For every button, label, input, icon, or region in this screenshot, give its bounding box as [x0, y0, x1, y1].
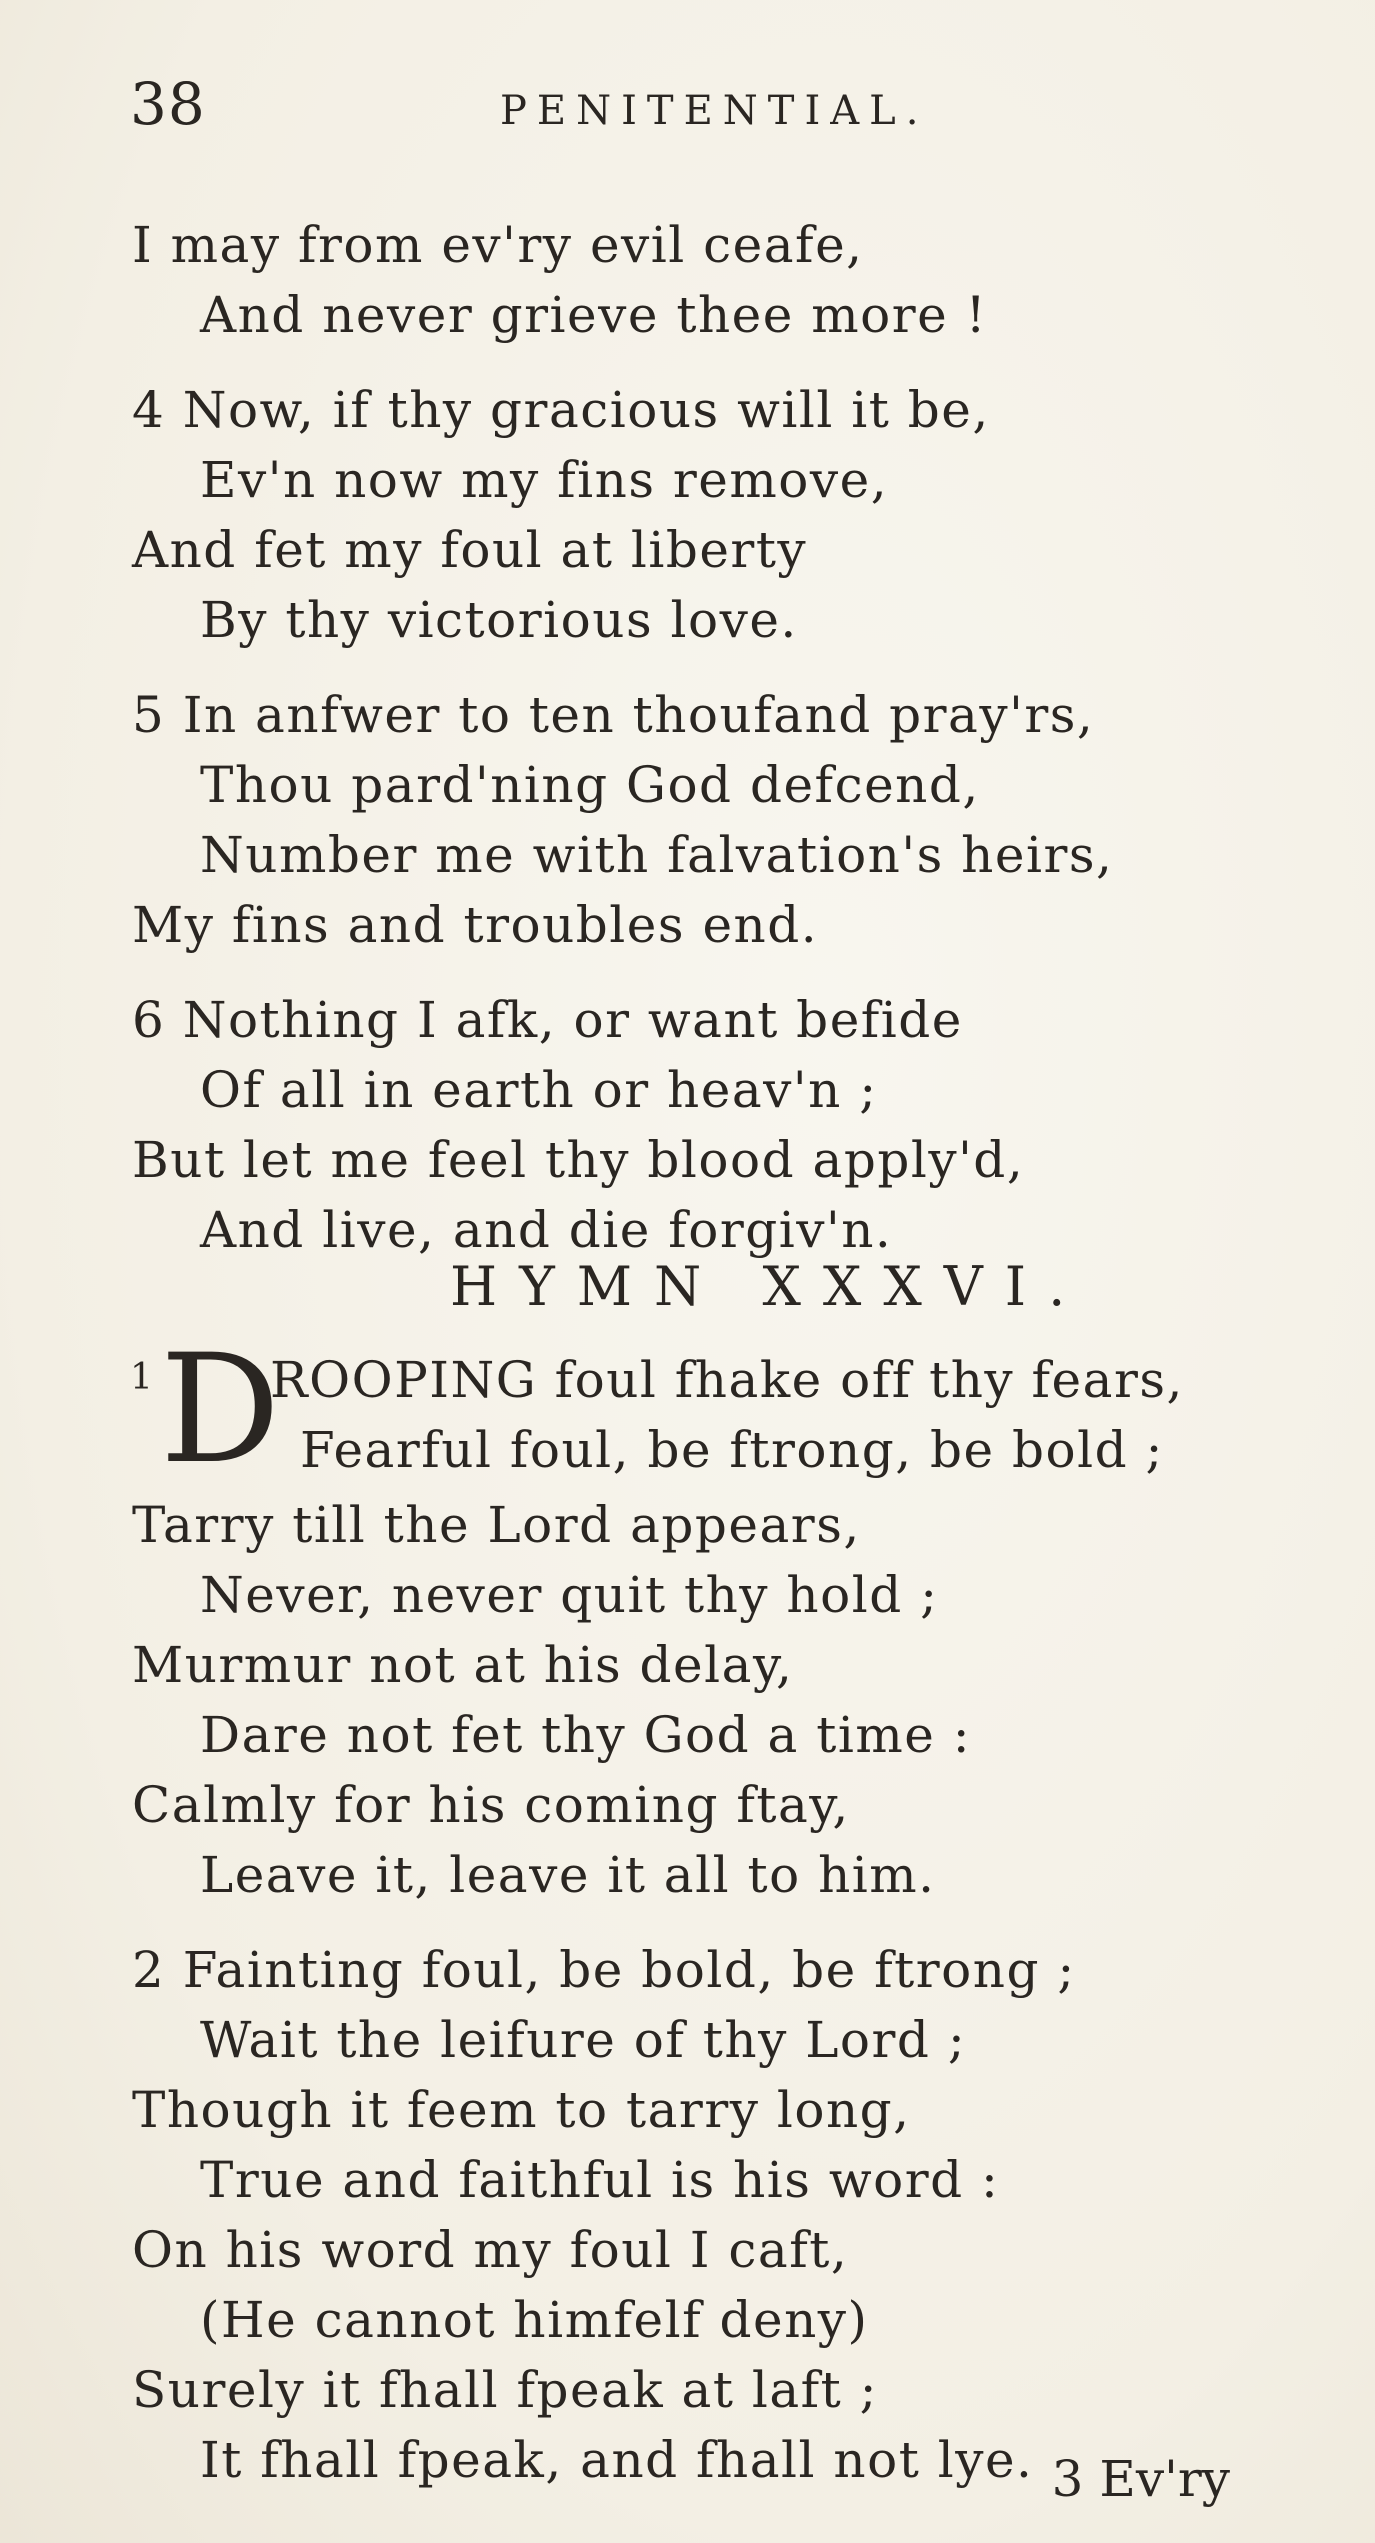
verse-line: True and faithful is his word :: [200, 2151, 1000, 2209]
verse-line: Dare not fet thy God a time :: [200, 1706, 972, 1764]
verse-line: And never grieve thee more !: [200, 286, 988, 344]
verse-line: 2 Fainting foul, be bold, be ftrong ;: [132, 1941, 1076, 1999]
verse-line: On his word my foul I caft,: [132, 2221, 849, 2279]
verse-line: I may from ev'ry evil ceafe,: [132, 216, 864, 274]
verse-line: Thou pard'ning God defcend,: [200, 756, 980, 814]
verse-line: And live, and die forgiv'n.: [200, 1201, 893, 1259]
verse-line: 4 Now, if thy gracious will it be,: [132, 381, 990, 439]
verse-line: Leave it, leave it all to him.: [200, 1846, 936, 1904]
verse-line: It fhall fpeak, and fhall not lye.: [200, 2431, 1034, 2489]
verse-line: Tarry till the Lord appears,: [132, 1496, 861, 1554]
verse-line: Surely it fhall fpeak at laft ;: [132, 2361, 878, 2419]
verse-line: ROOPING foul fhake off thy fears,: [270, 1351, 1184, 1409]
verse-line: Calmly for his coming ftay,: [132, 1776, 850, 1834]
verse-line: My fins and troubles end.: [132, 896, 819, 954]
verse-line: (He cannot himfelf deny): [200, 2291, 869, 2349]
verse-line: Ev'n now my fins remove,: [200, 451, 889, 509]
verse-line: Though it feem to tarry long,: [132, 2081, 911, 2139]
page-header: [130, 70, 1130, 150]
verse-line: Number me with falvation's heirs,: [200, 826, 1114, 884]
verse-line: 5 In anfwer to ten thoufand pray'rs,: [132, 686, 1095, 744]
hymn-title: HYMN XXXVI.: [450, 1255, 1088, 1318]
verse-line: 6 Nothing I afk, or want befide: [132, 991, 963, 1049]
verse-line: Never, never quit thy hold ;: [200, 1566, 939, 1624]
verse-line: And fet my foul at liberty: [132, 521, 808, 579]
verse-line: Wait the leifure of thy Lord ;: [200, 2011, 967, 2069]
stanza-number: 1: [130, 1357, 155, 1398]
verse-line: But let me feel thy blood apply'd,: [132, 1131, 1025, 1189]
verse-line: Murmur not at his delay,: [132, 1636, 794, 1694]
page-number: 38: [130, 70, 206, 138]
drop-cap: D: [160, 1323, 281, 1497]
running-head: PENITENTIAL.: [500, 88, 929, 134]
verse-line: Fearful foul, be ftrong, be bold ;: [300, 1421, 1164, 1479]
catchword: 3 Ev'ry: [1051, 2450, 1230, 2508]
verse-line: Of all in earth or heav'n ;: [200, 1061, 878, 1119]
verse-line: By thy victorious love.: [200, 591, 798, 649]
